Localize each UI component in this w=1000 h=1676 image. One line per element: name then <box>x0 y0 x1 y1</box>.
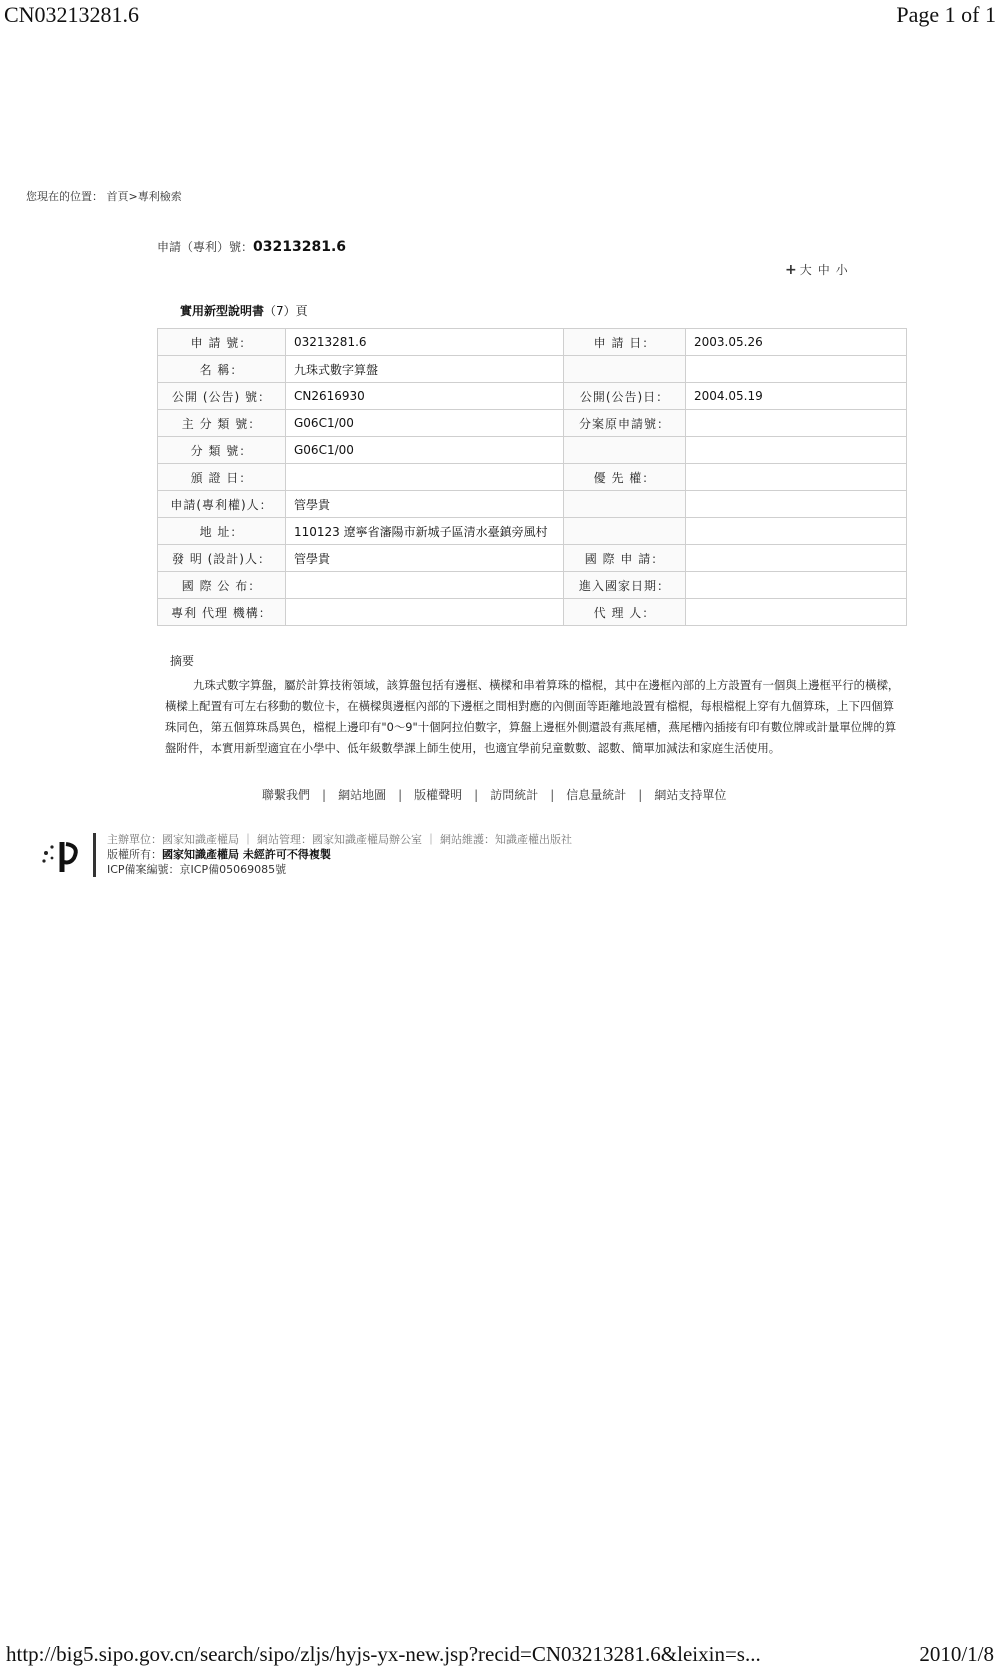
document-title <box>180 302 308 319</box>
footer-link[interactable]: 網站支持單位 <box>654 788 727 802</box>
table-row <box>158 599 907 626</box>
abstract-text: 九珠式數字算盤，屬於計算技術領域，該算盤包括有邊框、橫樑和串着算珠的檔棍，其中在邊框內部的上方設置有一個與上邊框平行的橫樑，橫樑上配置有可左右移動的數位卡，在橫樑與邊框內部的下邊框之間相對應的內側面等距離地設置有檔棍，每根檔棍上穿有九個算珠，上下四個算珠同色，第五個算珠爲異色，檔棍上邊印有"0～9"十個阿拉伯數字，算盤上邊框外側還設有燕尾槽，燕尾槽內插接有印有數位牌或計量單位牌的算盤附件，本實用新型適宜在小學中、低年級數學課上師生使用，也適宜學前兒童數數、認數、簡單加減法和家庭生活使用。 <box>165 678 900 755</box>
table-row <box>158 464 907 491</box>
field-value: G06C1/00 <box>286 437 564 464</box>
field-label: 國 際 申 請： <box>564 545 686 572</box>
footer-link[interactable]: 網站地圖 <box>338 788 387 802</box>
table-row <box>158 491 907 518</box>
field-value: 110123 遼寧省瀋陽市新城子區清水臺鎮旁風村 <box>286 518 564 545</box>
field-value <box>686 464 907 491</box>
field-value <box>286 572 564 599</box>
plus-icon: + <box>785 262 797 278</box>
site-info-icp: ICP備案編號：京ICP備05069085號 <box>107 863 287 876</box>
field-value <box>686 437 907 464</box>
footer-link-separator: | <box>322 788 327 802</box>
field-label: 專利 代理 機構： <box>158 599 286 626</box>
field-label <box>564 437 686 464</box>
field-label <box>564 518 686 545</box>
field-value <box>686 518 907 545</box>
footer-link-separator: | <box>550 788 555 802</box>
table-row <box>158 545 907 572</box>
field-label: 進入國家日期： <box>564 572 686 599</box>
field-value: G06C1/00 <box>286 410 564 437</box>
table-row <box>158 356 907 383</box>
font-size-large-button[interactable]: 大 <box>799 263 812 277</box>
field-value <box>686 545 907 572</box>
field-label <box>564 491 686 518</box>
application-number <box>157 238 346 255</box>
field-label: 申 請 號： <box>158 329 286 356</box>
print-footer-date: 2010/1/8 <box>919 1642 994 1666</box>
field-label: 主 分 類 號： <box>158 410 286 437</box>
abstract-title: 摘要 <box>170 654 195 668</box>
application-number-label: 申請（專利）號： <box>157 240 254 254</box>
field-label <box>564 356 686 383</box>
document-page-count: （7）頁 <box>264 304 308 318</box>
table-row <box>158 329 907 356</box>
field-value: CN2616930 <box>286 383 564 410</box>
copyright-value: 國家知識產權局 未經許可不得複製 <box>162 848 331 861</box>
field-value: 03213281.6 <box>286 329 564 356</box>
field-label: 優 先 權： <box>564 464 686 491</box>
field-value <box>686 491 907 518</box>
field-label: 申 請 日： <box>564 329 686 356</box>
print-header-doc-id: CN03213281.6 <box>4 2 140 27</box>
field-value: 管學貴 <box>286 491 564 518</box>
field-label: 分 類 號： <box>158 437 286 464</box>
field-label: 代 理 人： <box>564 599 686 626</box>
field-label: 分案原申請號： <box>564 410 686 437</box>
table-row <box>158 518 907 545</box>
field-label: 申請(專利權)人： <box>158 491 286 518</box>
field-value: 管學貴 <box>286 545 564 572</box>
field-label: 發 明 (設計)人： <box>158 545 286 572</box>
field-value <box>686 356 907 383</box>
field-value: 九珠式數字算盤 <box>286 356 564 383</box>
copyright-label: 版權所有： <box>107 848 162 861</box>
print-footer-url: http://big5.sipo.gov.cn/search/sipo/zljs/hyjs-yx-new.jsp?recid=CN03213281.6&leixin=s... <box>6 1642 761 1666</box>
breadcrumb-separator: > <box>128 190 138 203</box>
print-header-page: Page 1 of 1 <box>896 2 996 27</box>
field-value <box>286 599 564 626</box>
field-label: 頒 證 日： <box>158 464 286 491</box>
footer-link[interactable]: 信息量統計 <box>566 788 627 802</box>
application-number-value: 03213281.6 <box>253 239 347 255</box>
field-value <box>286 464 564 491</box>
footer-links <box>262 786 726 803</box>
field-label: 地 址： <box>158 518 286 545</box>
patent-info-table <box>157 328 907 626</box>
site-info-copyright <box>107 847 572 862</box>
font-size-medium-button[interactable]: 中 <box>817 263 830 277</box>
breadcrumb <box>26 188 182 204</box>
field-value: 2004.05.19 <box>686 383 907 410</box>
footer-link-separator: | <box>638 788 643 802</box>
table-row <box>158 437 907 464</box>
footer-link-separator: | <box>474 788 479 802</box>
logo-divider <box>93 833 96 877</box>
field-label: 公開(公告)日： <box>564 383 686 410</box>
field-value <box>686 599 907 626</box>
table-row <box>158 383 907 410</box>
breadcrumb-prefix: 您現在的位置： <box>26 190 103 203</box>
footer-link[interactable]: 訪問統計 <box>490 788 539 802</box>
font-size-control <box>785 261 854 278</box>
field-value <box>686 572 907 599</box>
field-label: 公開 (公告) 號： <box>158 383 286 410</box>
site-info <box>107 832 572 877</box>
field-label: 國 際 公 布： <box>158 572 286 599</box>
footer-link[interactable]: 聯繫我們 <box>262 788 311 802</box>
breadcrumb-home-link[interactable]: 首頁 <box>106 190 129 203</box>
footer-link-separator: | <box>398 788 403 802</box>
breadcrumb-current-link[interactable]: 專利檢索 <box>137 190 182 203</box>
field-label: 名 稱： <box>158 356 286 383</box>
document-title-name: 實用新型說明書 <box>180 304 265 318</box>
sipo-logo-icon <box>40 836 88 876</box>
site-info-sponsor: 主辦單位：國家知識產權局 ｜ 網站管理：國家知識產權局辦公室 ｜ 網站維護：知識產權出版社 <box>107 833 572 846</box>
font-size-small-button[interactable]: 小 <box>835 263 848 277</box>
table-row <box>158 572 907 599</box>
field-value <box>686 410 907 437</box>
footer-link[interactable]: 版權聲明 <box>414 788 463 802</box>
table-row <box>158 410 907 437</box>
field-value: 2003.05.26 <box>686 329 907 356</box>
